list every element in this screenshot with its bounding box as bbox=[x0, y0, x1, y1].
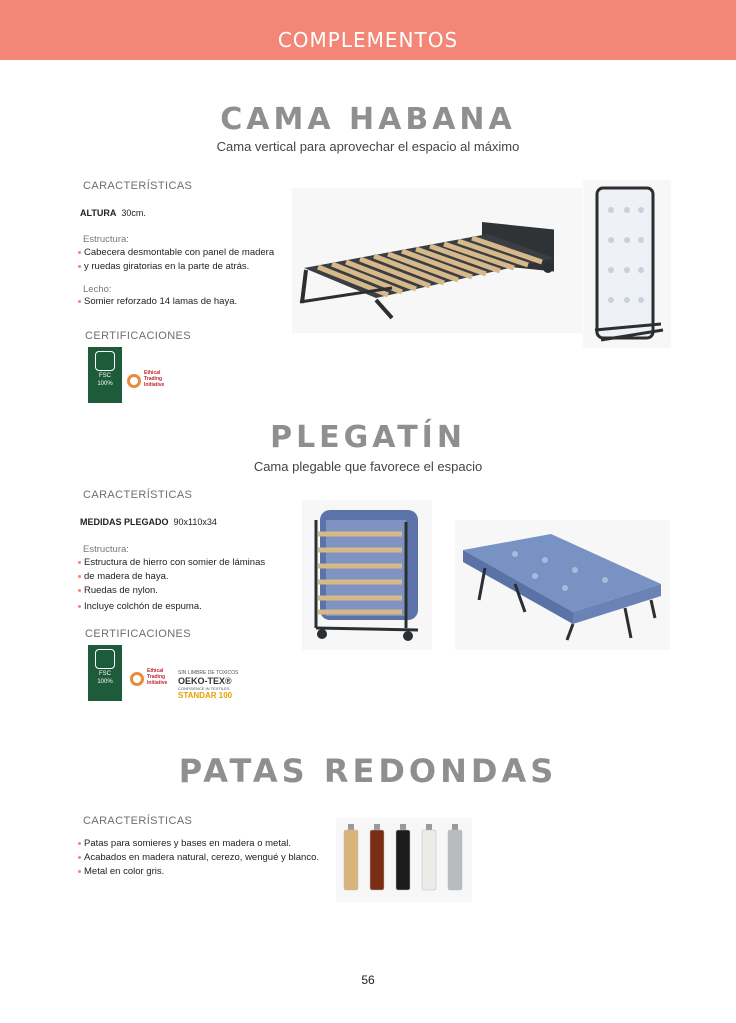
habana-title: CAMA HABANA bbox=[220, 102, 516, 137]
plegatin-characteristics-label: CARACTERÍSTICAS bbox=[83, 489, 193, 501]
oeko-brand-text: OEKO-TEX® bbox=[178, 676, 232, 686]
habana-structure-label: Estructura: bbox=[83, 234, 129, 245]
leg-screw bbox=[426, 824, 432, 830]
patas-legs-image bbox=[336, 818, 472, 902]
eti-word: Ethical bbox=[147, 668, 164, 674]
plegatin-size-value: 90x110x34 bbox=[173, 517, 217, 527]
eti-logo-text bbox=[147, 668, 167, 686]
list-item: de madera de haya. bbox=[78, 570, 265, 584]
eti-logo-text bbox=[144, 370, 164, 388]
habana-bed-image bbox=[292, 188, 582, 333]
habana-folded-bed-image bbox=[583, 180, 671, 348]
leg-option bbox=[370, 830, 384, 890]
habana-height-value: 30cm. bbox=[121, 208, 146, 218]
plegatin-size bbox=[80, 517, 217, 527]
oeko-std-text: STANDAR 100 bbox=[178, 691, 233, 700]
habana-lecho-list bbox=[78, 295, 237, 309]
section-title: COMPLEMENTOS bbox=[277, 28, 459, 52]
tree-icon bbox=[95, 649, 115, 669]
oeko-top-text: SIN LIMBRE DE TOXICOS bbox=[178, 670, 239, 676]
eti-logo bbox=[130, 662, 182, 698]
plegatin-subtitle: Cama plegable que favorece el espacio bbox=[253, 459, 483, 474]
list-item: Metal en color gris. bbox=[78, 865, 319, 879]
leg-option bbox=[448, 830, 462, 890]
list-item: Cabecera desmontable con panel de madera bbox=[78, 246, 274, 260]
fsc-logo-text: FSC bbox=[99, 373, 111, 379]
eti-ring-icon bbox=[127, 374, 141, 388]
plegatin-size-label: MEDIDAS PLEGADO bbox=[80, 517, 169, 527]
list-item: Estructura de hierro con somier de láminas bbox=[78, 556, 265, 570]
fsc-logo-pct: 100% bbox=[97, 679, 113, 685]
plegatin-title: PLEGATÍN bbox=[270, 420, 466, 455]
fsc-logo-text: FSC bbox=[99, 671, 111, 677]
patas-list bbox=[78, 837, 319, 879]
habana-certifications-label: CERTIFICACIONES bbox=[85, 330, 192, 342]
leg-screw bbox=[400, 824, 406, 830]
fsc-logo-pct: 100% bbox=[97, 381, 113, 387]
list-item: y ruedas giratorias en la parte de atrás. bbox=[78, 260, 274, 274]
tree-icon bbox=[95, 351, 115, 371]
leg-option bbox=[344, 830, 358, 890]
list-item: Incluye colchón de espuma. bbox=[78, 600, 265, 614]
eti-word: Trading bbox=[147, 674, 166, 680]
list-item: Patas para somieres y bases en madera o metal. bbox=[78, 837, 319, 851]
eti-word: Initiative bbox=[144, 382, 165, 388]
patas-characteristics-label: CARACTERÍSTICAS bbox=[83, 815, 193, 827]
leg-screw bbox=[374, 824, 380, 830]
habana-subtitle: Cama vertical para aprovechar el espacio al máximo bbox=[216, 139, 520, 154]
eti-word: Trading bbox=[144, 376, 163, 382]
patas-title: PATAS REDONDAS bbox=[178, 752, 558, 790]
plegatin-open-image bbox=[455, 520, 670, 650]
leg-screw bbox=[348, 824, 354, 830]
page-number: 56 bbox=[361, 973, 375, 987]
list-item: Ruedas de nylon. bbox=[78, 584, 265, 598]
eti-word: Initiative bbox=[147, 680, 168, 686]
eti-word: Ethical bbox=[144, 370, 161, 376]
habana-height bbox=[80, 208, 146, 218]
habana-characteristics-label: CARACTERÍSTICAS bbox=[83, 180, 193, 192]
fsc-logo bbox=[88, 645, 122, 701]
plegatin-structure-list bbox=[78, 556, 265, 614]
fsc-logo bbox=[88, 347, 122, 403]
eti-ring-icon bbox=[130, 672, 144, 686]
plegatin-certifications-label: CERTIFICACIONES bbox=[85, 628, 192, 640]
leg-screw bbox=[452, 824, 458, 830]
leg-option bbox=[396, 830, 410, 890]
leg-option bbox=[422, 830, 436, 890]
list-item: Acabados en madera natural, cerezo, wengué y blanco. bbox=[78, 851, 319, 865]
plegatin-structure-label: Estructura: bbox=[83, 544, 129, 555]
eti-logo bbox=[127, 364, 179, 400]
plegatin-folded-image bbox=[302, 500, 432, 650]
oeko-conf-text: CONFIDENCE IN TEXTILES bbox=[178, 686, 230, 691]
habana-lecho-label: Lecho: bbox=[83, 284, 112, 295]
habana-structure-list bbox=[78, 246, 274, 274]
habana-height-label: ALTURA bbox=[80, 208, 117, 218]
list-item: Somier reforzado 14 lamas de haya. bbox=[78, 295, 237, 309]
oeko-tex-logo bbox=[178, 670, 242, 700]
